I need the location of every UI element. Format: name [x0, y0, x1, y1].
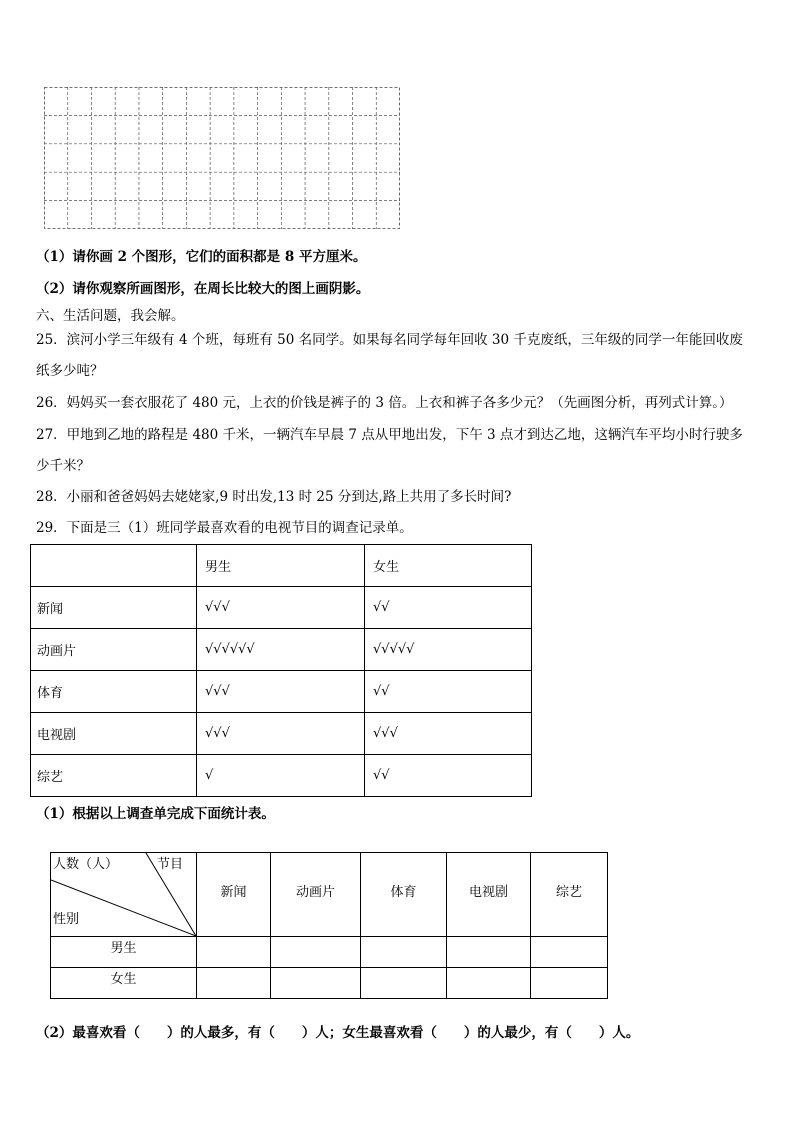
q29-sub2: （2）最喜欢看（ ）的人最多，有（ ）人；女生最喜欢看（ ）的人最少，有（ ）人。 [36, 1025, 640, 1041]
q28: 28．小丽和爸爸妈妈去姥姥家,9 时出发,13 时 25 分到达,路上共用了多长时间? [36, 489, 512, 505]
corner-count-label: 人数（人） [53, 857, 119, 872]
survey-header-girls: 女生 [365, 545, 532, 587]
survey-header-row [31, 545, 532, 587]
survey-boys-ticks: √√√ [197, 671, 365, 713]
survey-header-boys: 男生 [197, 545, 365, 587]
q26: 26．妈妈买一套衣服花了 480 元，上衣的价钱是裤子的 3 倍。上衣和裤子各多少元？（先画图分析，再列式计算。） [36, 395, 733, 411]
survey-program: 动画片 [31, 629, 197, 671]
q29-sub1: （1）根据以上调查单完成下面统计表。 [36, 806, 275, 822]
q27-line1: 27．甲地到乙地的路程是 480 千米，一辆汽车早晨 7 点从甲地出发，下午 3 点才到达乙地，这辆汽车平均小时行驶多 [36, 427, 743, 443]
stats-corner-cell [51, 853, 197, 937]
q-draw-sub1: （1）请你画 2 个图形，它们的面积都是 8 平方厘米。 [36, 249, 367, 265]
survey-girls-ticks: √√ [365, 671, 532, 713]
survey-boys-ticks: √ [197, 755, 365, 797]
survey-row [31, 671, 532, 713]
survey-girls-ticks: √√√ [365, 713, 532, 755]
stats-col-header: 电视剧 [447, 853, 531, 937]
stats-blank-cell[interactable] [361, 968, 447, 999]
stats-table [50, 852, 608, 999]
stats-blank-cell[interactable] [271, 937, 361, 968]
survey-corner-cell [31, 545, 197, 587]
stats-blank-cell[interactable] [531, 937, 608, 968]
survey-girls-ticks: √√ [365, 587, 532, 629]
q-draw-sub2: （2）请你观察所画图形，在周长比较大的图上画阴影。 [36, 281, 370, 297]
survey-boys-ticks: √√√ [197, 587, 365, 629]
stats-blank-cell[interactable] [197, 968, 271, 999]
stats-blank-cell[interactable] [197, 937, 271, 968]
stats-blank-cell[interactable] [447, 968, 531, 999]
stats-col-header: 综艺 [531, 853, 608, 937]
stats-header-row [51, 853, 608, 937]
survey-boys-ticks: √√√ [197, 713, 365, 755]
corner-gender-label: 性别 [53, 912, 80, 927]
stats-col-header: 动画片 [271, 853, 361, 937]
stats-blank-cell[interactable] [447, 937, 531, 968]
q25-line2: 纸多少吨？ [36, 363, 104, 379]
section-6-heading: 六、生活问题，我会解。 [36, 308, 185, 324]
survey-program: 综艺 [31, 755, 197, 797]
corner-program-label: 节目 [157, 857, 184, 872]
q27-line2: 少千米？ [36, 458, 90, 474]
q25-line1: 25．滨河小学三年级有 4 个班，每班有 50 名同学。如果每名同学每年回收 30 千克废纸，三年级的同学一年能回收废 [36, 332, 743, 348]
stats-blank-cell[interactable] [361, 937, 447, 968]
survey-boys-ticks: √√√√√√ [197, 629, 365, 671]
survey-program: 电视剧 [31, 713, 197, 755]
survey-girls-ticks: √√√√√ [365, 629, 532, 671]
drawing-grid [44, 87, 400, 229]
stats-blank-cell[interactable] [271, 968, 361, 999]
survey-row [31, 713, 532, 755]
survey-row [31, 755, 532, 797]
survey-program: 新闻 [31, 587, 197, 629]
q29-intro: 29．下面是三（1）班同学最喜欢看的电视节目的调查记录单。 [36, 520, 413, 536]
stats-blank-cell[interactable] [531, 968, 608, 999]
survey-program: 体育 [31, 671, 197, 713]
stats-row-boys [51, 937, 608, 968]
stats-row-girls [51, 968, 608, 999]
survey-row [31, 629, 532, 671]
stats-col-header: 新闻 [197, 853, 271, 937]
stats-row-label: 男生 [51, 937, 197, 968]
survey-girls-ticks: √√ [365, 755, 532, 797]
stats-col-header: 体育 [361, 853, 447, 937]
survey-row [31, 587, 532, 629]
survey-table [30, 544, 532, 797]
stats-row-label: 女生 [51, 968, 197, 999]
